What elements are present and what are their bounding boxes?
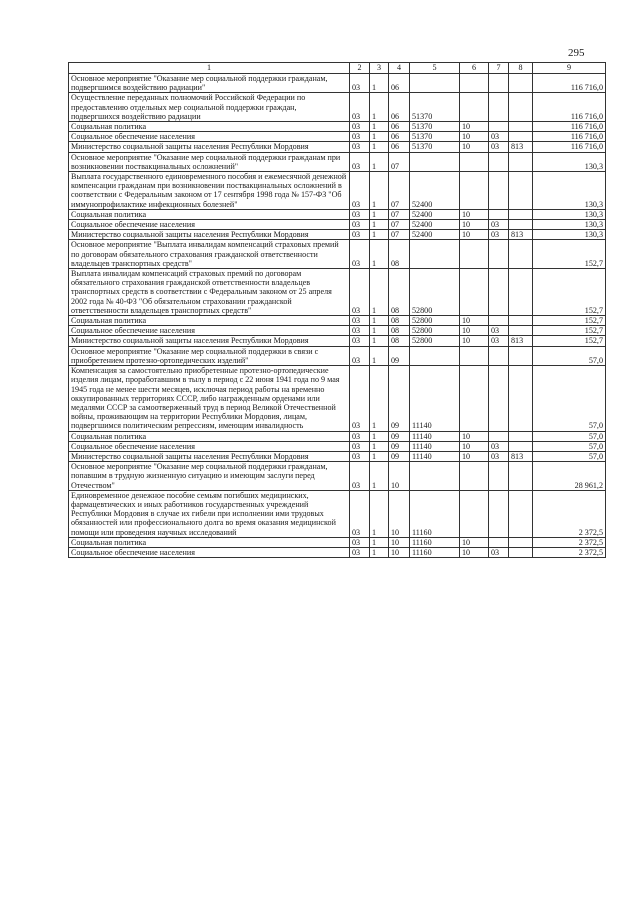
- code-cell-c3: 1: [370, 346, 389, 365]
- amount-cell: 130,3: [533, 230, 606, 240]
- amount-cell: 130,3: [533, 209, 606, 219]
- code-cell-c3: 1: [370, 209, 389, 219]
- code-cell-c4: 09: [389, 451, 410, 461]
- code-cell-c4: 08: [389, 326, 410, 336]
- code-cell-c5: 11140: [410, 366, 460, 431]
- code-cell-c6: 10: [460, 209, 489, 219]
- row-name-cell: Основное мероприятие "Оказание мер социальной поддержки гражданам при возникновении поствакцинальных осложнений": [69, 152, 350, 171]
- code-cell-c6: 10: [460, 122, 489, 132]
- code-cell-c5: 51370: [410, 142, 460, 152]
- row-name-cell: Социальная политика: [69, 537, 350, 547]
- code-cell-c3: 1: [370, 326, 389, 336]
- code-cell-c5: 52800: [410, 326, 460, 336]
- code-cell-c3: 1: [370, 132, 389, 142]
- amount-cell: 152,7: [533, 336, 606, 346]
- code-cell-c7: [489, 122, 509, 132]
- code-cell-c8: [509, 209, 533, 219]
- code-cell-c8: [509, 122, 533, 132]
- code-cell-c3: 1: [370, 451, 389, 461]
- code-cell-c5: 52400: [410, 220, 460, 230]
- table-row: [69, 74, 606, 93]
- table-row: [69, 451, 606, 461]
- code-cell-c5: 11160: [410, 537, 460, 547]
- code-cell-c3: 1: [370, 240, 389, 269]
- code-cell-c2: 03: [350, 441, 370, 451]
- code-cell-c7: [489, 316, 509, 326]
- code-cell-c2: 03: [350, 336, 370, 346]
- table-row: [69, 220, 606, 230]
- code-cell-c4: 06: [389, 132, 410, 142]
- code-cell-c5: [410, 152, 460, 171]
- amount-cell: 57,0: [533, 451, 606, 461]
- code-cell-c8: [509, 326, 533, 336]
- code-cell-c5: [410, 346, 460, 365]
- code-cell-c5: 51370: [410, 93, 460, 122]
- amount-cell: 152,7: [533, 316, 606, 326]
- code-cell-c6: [460, 462, 489, 491]
- code-cell-c4: 08: [389, 336, 410, 346]
- code-cell-c8: [509, 441, 533, 451]
- amount-cell: 2 372,5: [533, 547, 606, 557]
- code-cell-c8: [509, 220, 533, 230]
- table-row: [69, 462, 606, 491]
- code-cell-c6: 10: [460, 220, 489, 230]
- code-cell-c7: [489, 346, 509, 365]
- code-cell-c7: [489, 431, 509, 441]
- code-cell-c6: [460, 366, 489, 431]
- amount-cell: 116 716,0: [533, 122, 606, 132]
- code-cell-c4: 09: [389, 366, 410, 431]
- code-cell-c6: 10: [460, 451, 489, 461]
- code-cell-c3: 1: [370, 122, 389, 132]
- code-cell-c6: 10: [460, 316, 489, 326]
- column-header: 3: [370, 63, 389, 74]
- amount-cell: 57,0: [533, 346, 606, 365]
- code-cell-c8: [509, 346, 533, 365]
- code-cell-c3: 1: [370, 172, 389, 210]
- amount-cell: 57,0: [533, 366, 606, 431]
- row-name-cell: Социальное обеспечение населения: [69, 220, 350, 230]
- code-cell-c3: 1: [370, 336, 389, 346]
- row-name-cell: Социальное обеспечение населения: [69, 326, 350, 336]
- code-cell-c6: 10: [460, 441, 489, 451]
- code-cell-c6: [460, 490, 489, 537]
- code-cell-c8: [509, 547, 533, 557]
- code-cell-c3: 1: [370, 220, 389, 230]
- row-name-cell: Осуществление переданных полномочий Российской Федерации по предоставлению отдельных мер социальной поддержки граждан, подвергшихся воздействию радиации: [69, 93, 350, 122]
- amount-cell: 57,0: [533, 441, 606, 451]
- code-cell-c7: 03: [489, 142, 509, 152]
- code-cell-c3: 1: [370, 269, 389, 316]
- code-cell-c2: 03: [350, 152, 370, 171]
- table-row: [69, 326, 606, 336]
- code-cell-c5: 52800: [410, 316, 460, 326]
- code-cell-c7: 03: [489, 230, 509, 240]
- budget-table: [68, 62, 606, 558]
- code-cell-c7: 03: [489, 220, 509, 230]
- code-cell-c2: 03: [350, 366, 370, 431]
- code-cell-c2: 03: [350, 93, 370, 122]
- table-row: [69, 132, 606, 142]
- code-cell-c4: 07: [389, 172, 410, 210]
- code-cell-c5: [410, 462, 460, 491]
- code-cell-c5: 11160: [410, 547, 460, 557]
- code-cell-c4: 09: [389, 441, 410, 451]
- row-name-cell: Социальное обеспечение населения: [69, 132, 350, 142]
- amount-cell: 28 961,2: [533, 462, 606, 491]
- table-row: [69, 122, 606, 132]
- row-name-cell: Выплата государственного единовременного пособия и ежемесячной денежной компенсации гражданам при возникновении поствакцинальных осложнений в соответствии с Федеральным законом от 17 сентября 1998 года № 157-ФЗ "Об иммунопрофилактике инфекционных болезней": [69, 172, 350, 210]
- code-cell-c4: 06: [389, 74, 410, 93]
- code-cell-c7: [489, 462, 509, 491]
- code-cell-c3: 1: [370, 537, 389, 547]
- table-row: [69, 490, 606, 537]
- table-row: [69, 209, 606, 219]
- table-row: [69, 93, 606, 122]
- amount-cell: 116 716,0: [533, 142, 606, 152]
- row-name-cell: Социальная политика: [69, 316, 350, 326]
- code-cell-c8: [509, 93, 533, 122]
- code-cell-c5: 52800: [410, 336, 460, 346]
- code-cell-c5: 52400: [410, 230, 460, 240]
- code-cell-c8: [509, 537, 533, 547]
- column-header: 1: [69, 63, 350, 74]
- code-cell-c4: 07: [389, 230, 410, 240]
- code-cell-c5: 11140: [410, 431, 460, 441]
- code-cell-c7: 03: [489, 336, 509, 346]
- table-row: [69, 230, 606, 240]
- code-cell-c4: 08: [389, 240, 410, 269]
- code-cell-c6: 10: [460, 431, 489, 441]
- code-cell-c2: 03: [350, 462, 370, 491]
- code-cell-c3: 1: [370, 152, 389, 171]
- code-cell-c2: 03: [350, 74, 370, 93]
- code-cell-c5: 51370: [410, 132, 460, 142]
- row-name-cell: Основное мероприятие "Оказание мер социальной поддержки гражданам, подвергшимся воздействию радиации": [69, 74, 350, 93]
- amount-cell: 130,3: [533, 220, 606, 230]
- amount-cell: 2 372,5: [533, 537, 606, 547]
- code-cell-c7: [489, 74, 509, 93]
- row-name-cell: Министерство социальной защиты населения Республики Мордовия: [69, 451, 350, 461]
- code-cell-c2: 03: [350, 346, 370, 365]
- code-cell-c3: 1: [370, 441, 389, 451]
- amount-cell: 152,7: [533, 240, 606, 269]
- code-cell-c8: 813: [509, 451, 533, 461]
- table-row: [69, 142, 606, 152]
- code-cell-c7: 03: [489, 441, 509, 451]
- code-cell-c8: 813: [509, 142, 533, 152]
- code-cell-c6: [460, 346, 489, 365]
- code-cell-c7: [489, 537, 509, 547]
- code-cell-c5: 52800: [410, 269, 460, 316]
- table-row: [69, 537, 606, 547]
- code-cell-c6: 10: [460, 336, 489, 346]
- code-cell-c3: 1: [370, 74, 389, 93]
- code-cell-c7: [489, 152, 509, 171]
- code-cell-c7: [489, 172, 509, 210]
- code-cell-c6: 10: [460, 537, 489, 547]
- amount-cell: 2 372,5: [533, 490, 606, 537]
- code-cell-c7: 03: [489, 326, 509, 336]
- code-cell-c8: [509, 269, 533, 316]
- code-cell-c6: [460, 152, 489, 171]
- row-name-cell: Единовременное денежное пособие семьям погибших медицинских, фармацевтических и иных работников государственных учреждений Республики Мордовия в случае их гибели при исполнении ими трудовых обязанностей или профессионального долга во время оказания медицинской помощи или проведения научных исследований: [69, 490, 350, 537]
- code-cell-c8: [509, 152, 533, 171]
- code-cell-c7: 03: [489, 451, 509, 461]
- code-cell-c2: 03: [350, 172, 370, 210]
- code-cell-c8: [509, 462, 533, 491]
- code-cell-c4: 07: [389, 152, 410, 171]
- table-row: [69, 152, 606, 171]
- code-cell-c2: 03: [350, 132, 370, 142]
- code-cell-c6: [460, 240, 489, 269]
- code-cell-c6: [460, 74, 489, 93]
- code-cell-c3: 1: [370, 462, 389, 491]
- code-cell-c3: 1: [370, 431, 389, 441]
- code-cell-c2: 03: [350, 209, 370, 219]
- code-cell-c3: 1: [370, 93, 389, 122]
- code-cell-c7: [489, 93, 509, 122]
- code-cell-c8: 813: [509, 230, 533, 240]
- column-header: 7: [489, 63, 509, 74]
- row-name-cell: Основное мероприятие "Оказание мер социальной поддержки гражданам, попавшим в трудную жизненную ситуацию и имеющим заслуги перед Отечеством": [69, 462, 350, 491]
- code-cell-c5: 52400: [410, 209, 460, 219]
- code-cell-c4: 07: [389, 220, 410, 230]
- column-header: 9: [533, 63, 606, 74]
- code-cell-c2: 03: [350, 142, 370, 152]
- code-cell-c8: 813: [509, 336, 533, 346]
- code-cell-c8: [509, 316, 533, 326]
- table-row: [69, 269, 606, 316]
- row-name-cell: Основное мероприятие "Оказание мер социальной поддержки в связи с приобретением протезно-ортопедических изделий": [69, 346, 350, 365]
- page-number: 295: [568, 47, 585, 59]
- table-row: [69, 366, 606, 431]
- code-cell-c3: 1: [370, 366, 389, 431]
- row-name-cell: Компенсация за самостоятельно приобретенные протезно-ортопедические изделия лицам, проработавшим в тылу в период с 22 июня 1941 года по 9 мая 1945 года не менее шести месяцев, исключая период работы на временно оккупированных территориях СССР, либо награжденным орденами или медалями СССР за самоотверженный труд в период Великой Отечественной войны, проживающим на территории Республики Мордовия, лицам, подвергшимся политическим репрессиям, имеющим инвалидность: [69, 366, 350, 431]
- code-cell-c2: 03: [350, 490, 370, 537]
- code-cell-c2: 03: [350, 122, 370, 132]
- code-cell-c4: 08: [389, 316, 410, 326]
- code-cell-c4: 06: [389, 142, 410, 152]
- amount-cell: 116 716,0: [533, 93, 606, 122]
- code-cell-c8: [509, 431, 533, 441]
- code-cell-c4: 10: [389, 490, 410, 537]
- code-cell-c2: 03: [350, 547, 370, 557]
- row-name-cell: Основное мероприятие "Выплата инвалидам компенсаций страховых премий по договорам обязательного страхования гражданской ответственности владельцев транспортных средств": [69, 240, 350, 269]
- code-cell-c8: [509, 132, 533, 142]
- column-header: 2: [350, 63, 370, 74]
- code-cell-c3: 1: [370, 230, 389, 240]
- code-cell-c5: 11140: [410, 441, 460, 451]
- amount-cell: 116 716,0: [533, 132, 606, 142]
- code-cell-c5: [410, 240, 460, 269]
- code-cell-c7: [489, 490, 509, 537]
- code-cell-c7: [489, 209, 509, 219]
- code-cell-c4: 08: [389, 269, 410, 316]
- code-cell-c8: [509, 74, 533, 93]
- code-cell-c4: 10: [389, 462, 410, 491]
- code-cell-c4: 10: [389, 537, 410, 547]
- row-name-cell: Министерство социальной защиты населения Республики Мордовия: [69, 230, 350, 240]
- row-name-cell: Социальная политика: [69, 431, 350, 441]
- code-cell-c7: [489, 269, 509, 316]
- code-cell-c7: [489, 240, 509, 269]
- code-cell-c3: 1: [370, 547, 389, 557]
- code-cell-c3: 1: [370, 316, 389, 326]
- table-row: [69, 336, 606, 346]
- code-cell-c5: 52400: [410, 172, 460, 210]
- code-cell-c6: 10: [460, 142, 489, 152]
- code-cell-c5: 51370: [410, 122, 460, 132]
- code-cell-c4: 09: [389, 431, 410, 441]
- row-name-cell: Министерство социальной защиты населения Республики Мордовия: [69, 336, 350, 346]
- code-cell-c2: 03: [350, 269, 370, 316]
- column-header: 8: [509, 63, 533, 74]
- code-cell-c6: [460, 269, 489, 316]
- table-row: [69, 547, 606, 557]
- code-cell-c2: 03: [350, 451, 370, 461]
- code-cell-c8: [509, 366, 533, 431]
- amount-cell: 152,7: [533, 326, 606, 336]
- code-cell-c4: 06: [389, 93, 410, 122]
- code-cell-c2: 03: [350, 220, 370, 230]
- row-name-cell: Социальная политика: [69, 122, 350, 132]
- code-cell-c8: [509, 172, 533, 210]
- code-cell-c7: 03: [489, 132, 509, 142]
- row-name-cell: Социальная политика: [69, 209, 350, 219]
- code-cell-c2: 03: [350, 537, 370, 547]
- code-cell-c6: 10: [460, 230, 489, 240]
- code-cell-c6: [460, 93, 489, 122]
- code-cell-c7: 03: [489, 547, 509, 557]
- amount-cell: 57,0: [533, 431, 606, 441]
- code-cell-c4: 06: [389, 122, 410, 132]
- code-cell-c7: [489, 366, 509, 431]
- row-name-cell: Министерство социальной защиты населения Республики Мордовия: [69, 142, 350, 152]
- code-cell-c2: 03: [350, 316, 370, 326]
- table-row: [69, 431, 606, 441]
- code-cell-c2: 03: [350, 230, 370, 240]
- code-cell-c4: 10: [389, 547, 410, 557]
- code-cell-c5: 11140: [410, 451, 460, 461]
- table-row: [69, 172, 606, 210]
- table-row: [69, 316, 606, 326]
- column-header: 4: [389, 63, 410, 74]
- table-row: [69, 441, 606, 451]
- code-cell-c6: 10: [460, 326, 489, 336]
- column-header: 6: [460, 63, 489, 74]
- code-cell-c3: 1: [370, 490, 389, 537]
- table-row: [69, 346, 606, 365]
- code-cell-c5: [410, 74, 460, 93]
- table-header-row: [69, 63, 606, 74]
- code-cell-c2: 03: [350, 326, 370, 336]
- code-cell-c3: 1: [370, 142, 389, 152]
- code-cell-c2: 03: [350, 240, 370, 269]
- amount-cell: 130,3: [533, 172, 606, 210]
- code-cell-c5: 11160: [410, 490, 460, 537]
- amount-cell: 116 716,0: [533, 74, 606, 93]
- column-header: 5: [410, 63, 460, 74]
- row-name-cell: Социальное обеспечение населения: [69, 441, 350, 451]
- code-cell-c8: [509, 490, 533, 537]
- code-cell-c6: [460, 172, 489, 210]
- row-name-cell: Социальное обеспечение населения: [69, 547, 350, 557]
- code-cell-c6: 10: [460, 132, 489, 142]
- code-cell-c6: 10: [460, 547, 489, 557]
- amount-cell: 130,3: [533, 152, 606, 171]
- code-cell-c4: 07: [389, 209, 410, 219]
- table-row: [69, 240, 606, 269]
- code-cell-c8: [509, 240, 533, 269]
- row-name-cell: Выплата инвалидам компенсаций страховых премий по договорам обязательного страхования гражданской ответственности владельцев транспортных средств в соответствии с Федеральным законом от 25 апреля 2002 года № 40-ФЗ "Об обязательном страховании гражданской ответственности владельцев транспортных средств": [69, 269, 350, 316]
- amount-cell: 152,7: [533, 269, 606, 316]
- code-cell-c2: 03: [350, 431, 370, 441]
- code-cell-c4: 09: [389, 346, 410, 365]
